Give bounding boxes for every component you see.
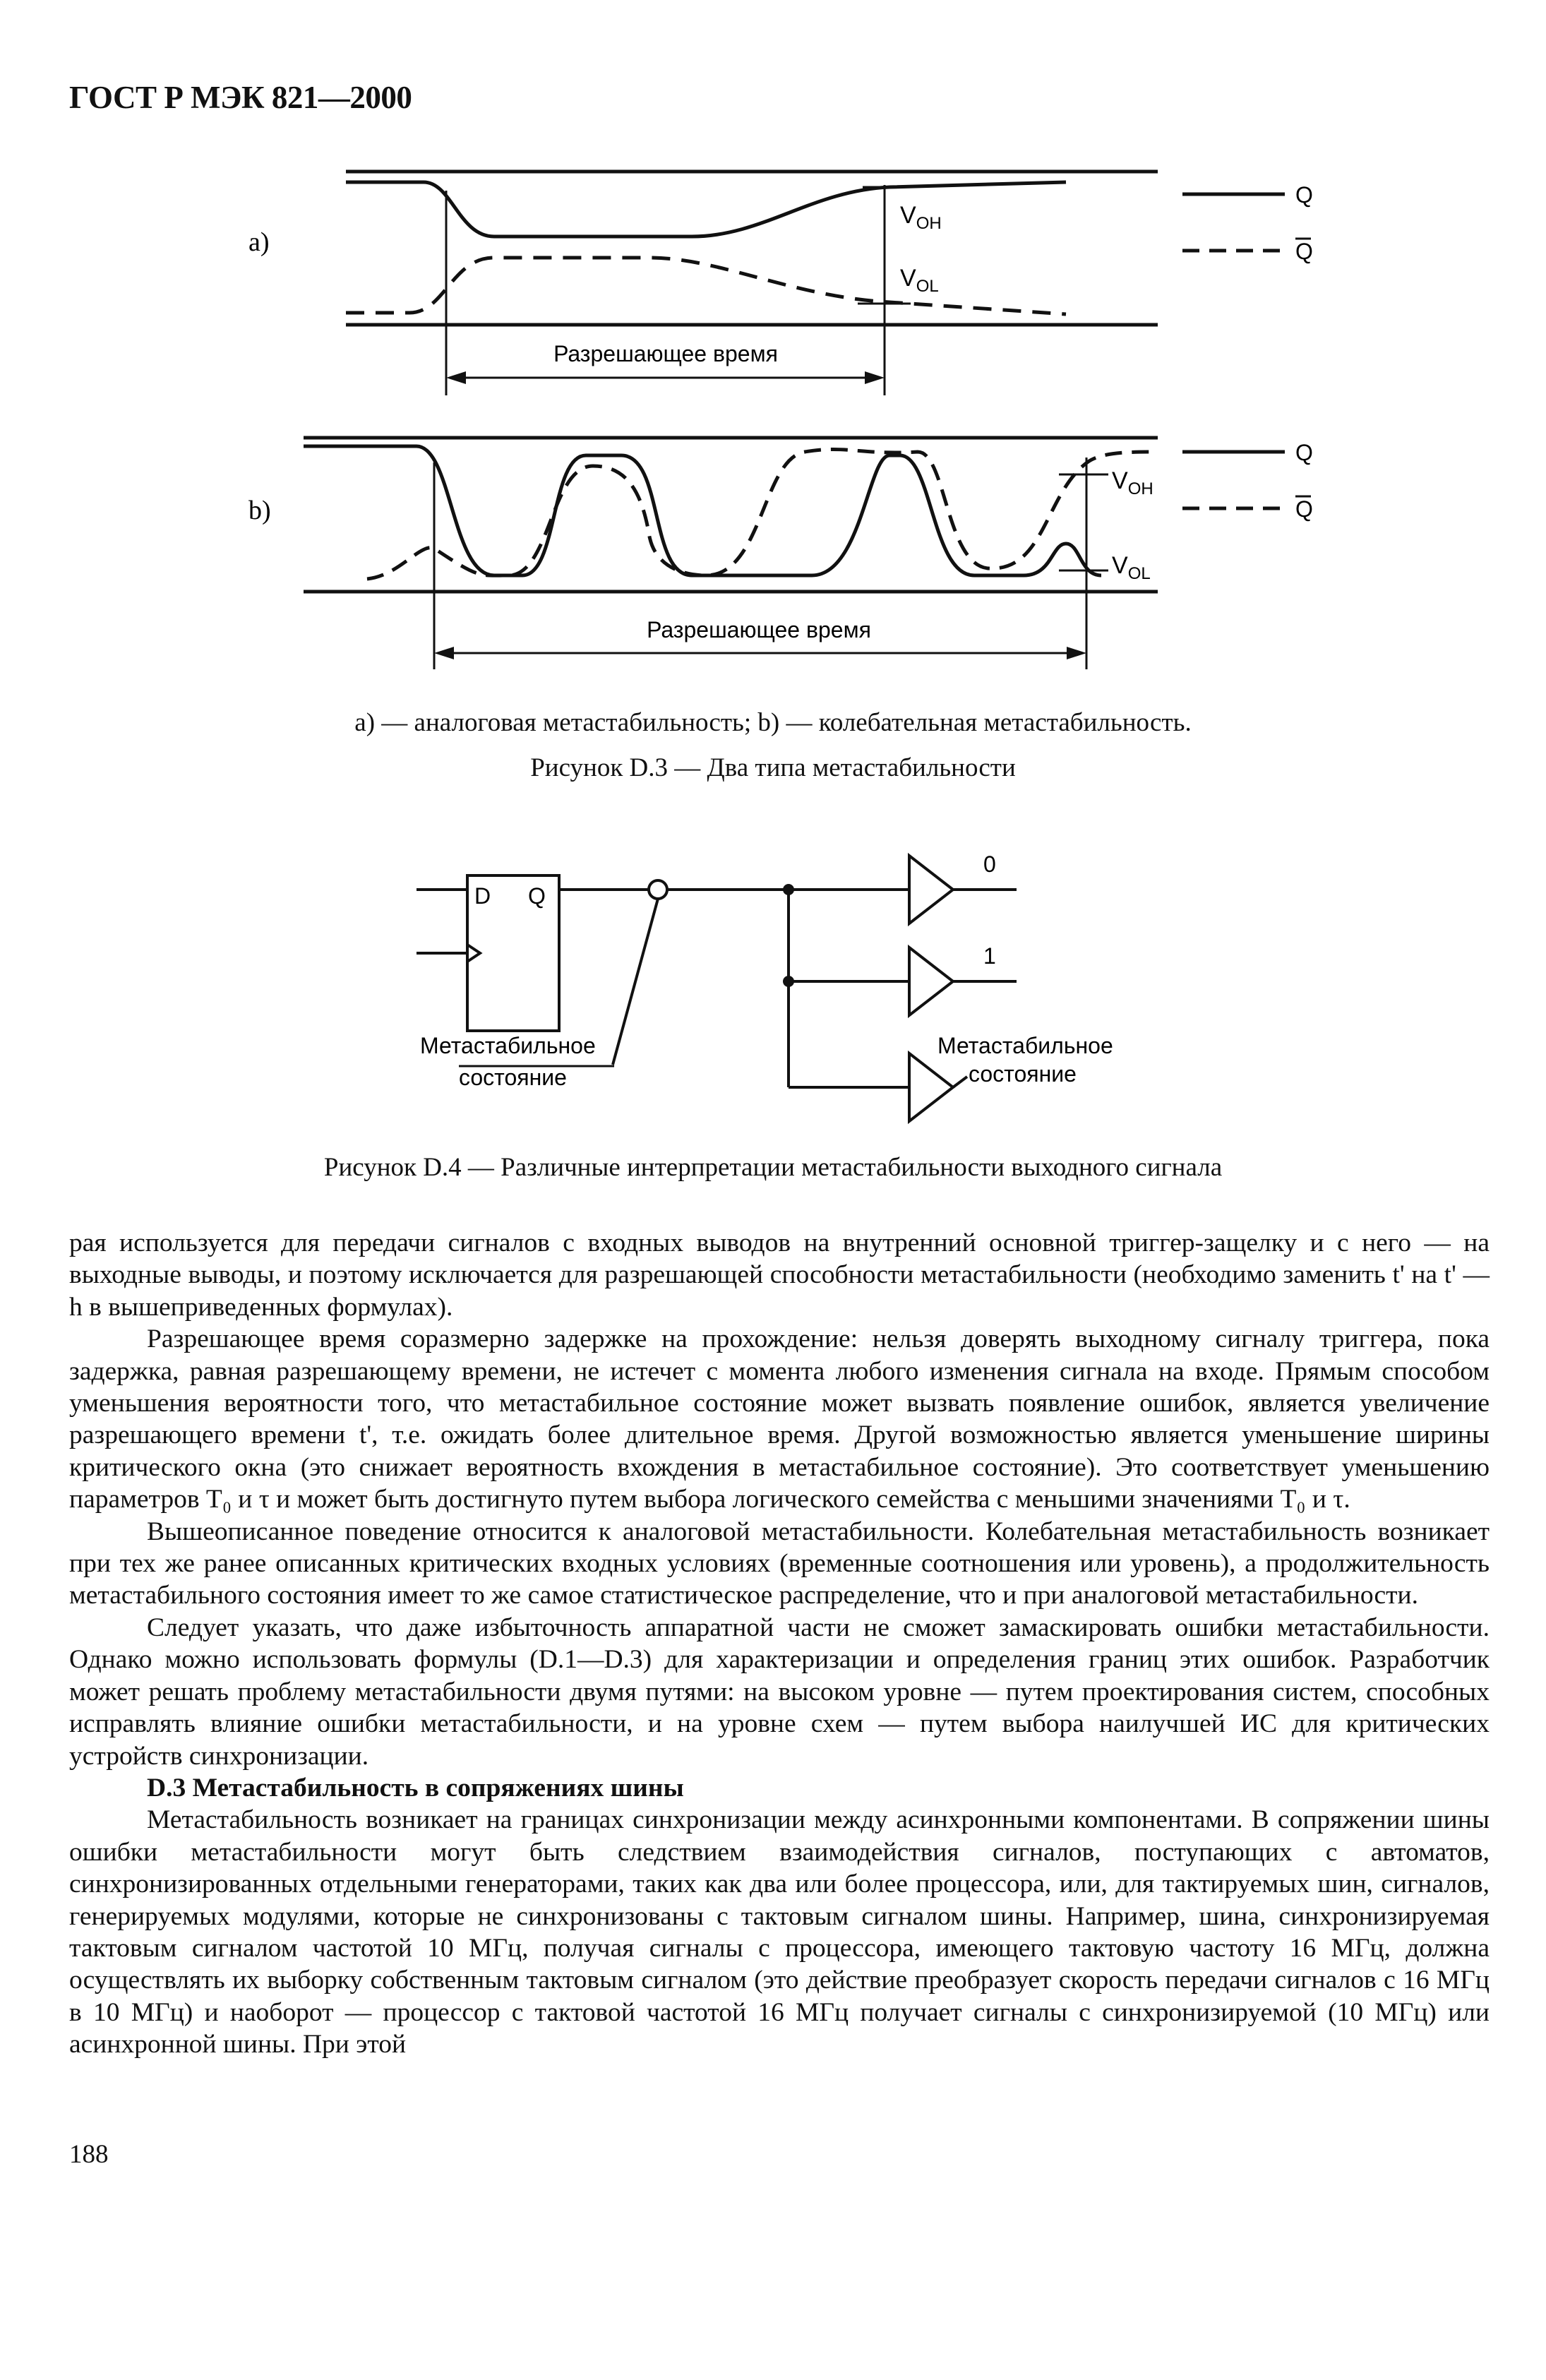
figure-d3-subcaption: а) — аналоговая метастабильность; b) — колебательная метастабильность. [354, 708, 1192, 737]
legend-qbar-label: Q [1295, 239, 1313, 264]
flip-flop-d-label: D [474, 883, 491, 909]
panel-b-resolution-time-label: Разрешающее время [647, 617, 871, 642]
panel-a-q-curve [346, 182, 1066, 237]
buffer-0 [909, 856, 953, 923]
figure-d3-caption: Рисунок D.3 — Два типа метастабильности [530, 753, 1016, 782]
flip-flop-q-label: Q [528, 883, 546, 909]
panel-a-vol-label: $V_{OL}$ [900, 265, 939, 296]
paragraph-3: Вышеописанное поведение относится к аналоговой метастабильности. Колебательная метастабильность возникает при тех же ранее описанных критических входных условиях (временные соотношения или уровень), а продолжительность метастабильного состояния имеет то же самое статистическое распределение, что и при аналоговой метастабильности. [69, 1517, 1490, 1610]
panel-a-qbar-curve [346, 258, 1066, 314]
buffer-metastable [909, 1053, 953, 1121]
metastable-left-line2: состояние [459, 1065, 567, 1090]
paragraph-5: Метастабильность возникает на границах синхронизации между асинхронными компонентами. В сопряжении шины ошибки метастабильности могут быть следствием взаимодействия сигналов, поступающих с автоматов, синхронизированных отдельными генераторами, таких как два или более процессора, или, для тактируемых шин, сигналов, генерируемых модулями, которые не синхронизованы с тактовым сигналом шины. Например, шина, синхронизируемая тактовым сигналом частотой 10 МГц, получая сигналы с процессора, имеющего тактовую частоту 16 МГц, должна осуществлять их выборку собственным тактовым сигналом (это действие преобразует скорость передачи сигналов с 16 МГц в 10 МГц) и наоборот — процессор с тактовой частотой 16 МГц получает сигналы с синхронизируемой (10 МГц) или асинхронной шины. При этой [69, 1805, 1490, 2059]
body-text [69, 1227, 1490, 2061]
panel-b-vol-label: $V_{OL}$ [1112, 552, 1151, 583]
section-heading-d3: D.3 Метастабильность в сопряжениях шины [147, 1773, 684, 1802]
panel-b-qbar-curve [367, 449, 1158, 579]
output-1-label: 1 [983, 943, 996, 969]
panel-a-label: а) [248, 227, 270, 257]
figure-d3-diagram [0, 0, 1546, 692]
legend-b-q-label: Q [1295, 440, 1313, 465]
legend-q-label: Q [1295, 182, 1313, 208]
panel-b-voh-label: $V_{OH}$ [1112, 467, 1153, 498]
panel-b-label: b) [248, 496, 271, 525]
paragraph-1: рая используется для передачи сигналов с входных выводов на внутренний основной триггер-защелку и с него — на выходные выводы, и поэтому исключается для разрешающей способности метастабильности (необходимо заменить t' на t' — h в вышеприведенных формулах). [69, 1228, 1490, 1322]
legend-b-qbar-label: Q [1295, 496, 1313, 522]
page-number: 188 [69, 2140, 109, 2169]
output-0-label: 0 [983, 851, 996, 877]
figure-d4-diagram [0, 819, 1546, 1172]
figure-d4-caption: Рисунок D.4 — Различные интерпретации метастабильности выходного сигнала [323, 1153, 1223, 1182]
document-code-header: ГОСТ Р МЭК 821—2000 [69, 80, 412, 115]
metastable-right-line1: Метастабильное [937, 1033, 1113, 1058]
paragraph-2: Разрешающее время соразмерно задержке на прохождение: нельзя доверять выходному сигналу триггера, пока задержка, равная разрешающему времени, не истечет с момента любого изменения сигнала на входе. Прямым способом уменьшения вероятности того, что метастабильное состояние может вызвать появление ошибок, является увеличение разрешающего времени t', т.е. ожидать более длительное время. Другой возможностью является уменьшение ширины критического окна (это снижает вероятность вхождения в метастабильное состояние). Это соответствует уменьшению параметров T₀ и τ и может быть достигнуто путем выбора логического семейства с меньшими значениями T₀ и τ. [69, 1324, 1490, 1514]
paragraph-4: Следует указать, что даже избыточность аппаратной части не сможет замаскировать ошибки метастабильности. Однако можно использовать формулы (D.1—D.3) для характеризации и определения границ этих ошибок. Разработчик может решать проблему метастабильности двумя путями: на высоком уровне — путем проектирования систем, способных исправлять влияние ошибки метастабильности, и на уровне схем — путем выбора наилучшей ИС для критических устройств синхронизации. [69, 1613, 1490, 1771]
panel-a-resolution-time-label: Разрешающее время [553, 341, 778, 366]
buffer-1 [909, 947, 953, 1015]
panel-b-q-curve [304, 446, 1101, 575]
metastable-right-line2: состояние [969, 1061, 1077, 1087]
panel-a-voh-label: $V_{OH}$ [900, 202, 942, 233]
metastable-left-line1: Метастабильное [420, 1033, 596, 1058]
metastable-node [649, 880, 667, 899]
